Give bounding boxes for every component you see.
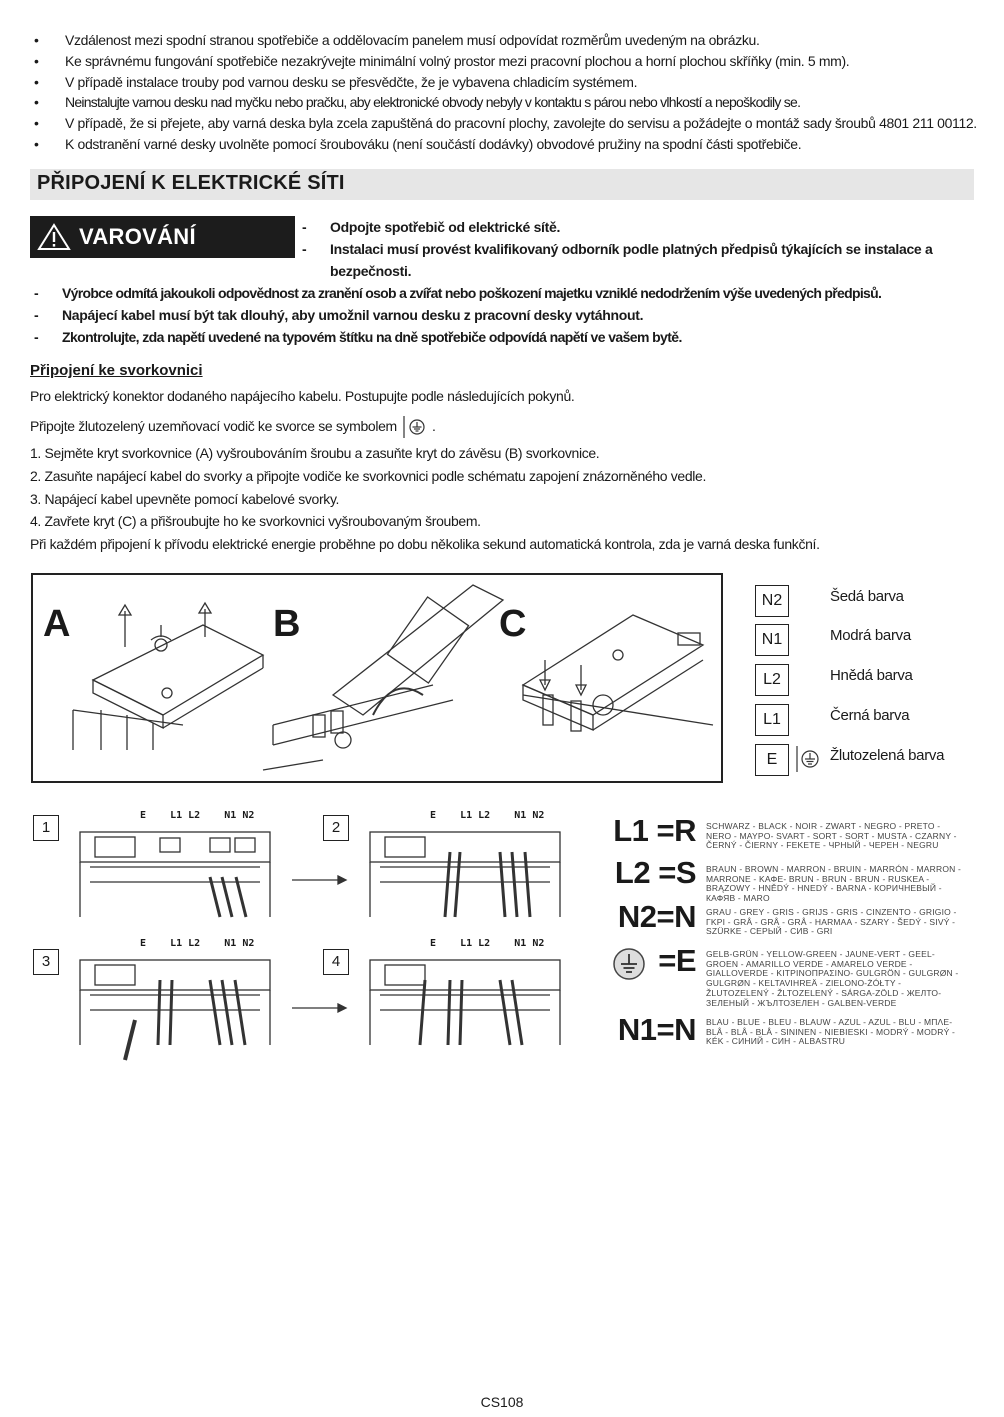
wiring-diagrams: [60, 822, 565, 1062]
list-item: - Výrobce odmítá jakoukoli odpovědnost za zranění osob a zvířat nebo poškození majetku vzniklé nedodržením výše uvedených předpisů.: [32, 282, 982, 304]
wire-color-desc: SCHWARZ - BLACK - NOIR - ZWART - NEGRO - PRETO - NERO - ΜΑΥΡΟ- SVART - SORT - SORT - MUSTA - CZARNY - ČERNÝ - ČIERNY - FEKETE - ЧРНЫЙ - ЧЕРЕН - NEGRU: [706, 821, 957, 851]
section-header: [30, 169, 974, 200]
wiring-step-number: 3: [33, 949, 59, 975]
page-number: CS108: [480, 1394, 524, 1410]
list-item: - Zkontrolujte, zda napětí uvedené na typovém štítku na dně spotřebiče odpovídá napětí ve vašem bytě.: [32, 326, 982, 348]
warning-label: VAROVÁNÍ: [79, 224, 196, 249]
section-title: PŘIPOJENÍ K ELEKTRICKÉ SÍTI: [37, 172, 345, 194]
figure-label-b: B: [273, 603, 301, 645]
wire-color-desc: BRAUN - BROWN - MARRON - BRUIN - MARRÓN - MARRON - MARRONE - ΚΑΦΕ- BRUN - BRUN - BRUN - RUSKEA - BRĄZOWY - HNĚDÝ - HNEDÝ - BARNA - КОРИЧНЕВЫЙ - КАФЯВ - MARO: [706, 864, 962, 904]
legend-code: E: [755, 744, 789, 776]
wire-code: =E: [658, 943, 696, 978]
legend-code: L2: [755, 664, 789, 696]
step-text: 2. Zasuňte napájecí kabel do svorky a připojte vodiče ke svorkovnici podle schématu zapojení znázorněného vedle.: [30, 468, 707, 484]
wire-code: L1 =R: [613, 813, 696, 848]
wiring-step-number: 2: [323, 815, 349, 841]
wiring-step-number: 4: [323, 949, 349, 975]
ground-symbol-icon: [795, 746, 821, 772]
list-item: • Vzdálenost mezi spodní stranou spotřebiče a oddělovacím panelem musí odpovídat rozměrům uvedeným na obrázku.: [32, 30, 982, 51]
list-item: - Odpojte spotřebič od elektrické sítě.: [300, 216, 970, 238]
wire-code: N2=N: [617, 899, 696, 934]
step-text: 1. Sejměte kryt svorkovnice (A) vyšroubováním šroubu a zasuňte kryt do závěsu (B) svorkovnice.: [30, 445, 600, 461]
legend-code: L1: [755, 704, 789, 736]
legend-color: Šedá barva: [830, 588, 904, 605]
figure-label-a: A: [43, 603, 71, 645]
list-item: • V případě, že si přejete, aby varná deska byla zcela zapuštěná do pracovní plochy, zavolejte do servisu a požádejte o montáž sady šroubů 4801 211 00112.: [32, 113, 982, 134]
figure-label-c: C: [499, 603, 527, 645]
list-item: - Napájecí kabel musí být tak dlouhý, aby umožnil varnou desku z pracovní desky vytáhnout.: [32, 304, 982, 326]
list-item: • Neinstalujte varnou desku nad myčku nebo pračku, aby elektronické obvody nebyly v kontaktu s párou nebo vlhkostí a nepoškodily se.: [32, 92, 982, 113]
step-text: 3. Napájecí kabel upevněte pomocí kabelové svorky.: [30, 491, 340, 507]
list-item: • V případě instalace trouby pod varnou desku se přesvědčte, že je vybavena chladicím systémem.: [32, 72, 982, 93]
closing-text: Při každém připojení k přívodu elektrické energie proběhne po dobu několika sekund automatická kontrola, zda je varná deska funkční.: [30, 536, 820, 552]
legend-code: N2: [755, 585, 789, 617]
legend-color: Modrá barva: [830, 627, 911, 644]
terminal-board-figure: [31, 573, 723, 783]
ground-symbol-icon: [402, 416, 428, 438]
wire-code: L2 =S: [614, 855, 696, 890]
terminal-labels: E L1 L2 N1 N2: [430, 810, 545, 821]
legend-color: Hnědá barva: [830, 667, 913, 684]
terminal-board-illustration: [33, 575, 721, 781]
warning-banner: [30, 216, 295, 258]
step-text: 4. Zavřete kryt (C) a přišroubujte ho ke svorkovnici vyšroubovaným šroubem.: [30, 513, 481, 529]
terminal-labels: E L1 L2 N1 N2: [140, 938, 255, 949]
legend-code: N1: [755, 624, 789, 656]
list-item: • Ke správnému fungování spotřebiče nezakrývejte minimální volný prostor mezi pracovní plochou a horní plochou skříňky (min. 5 mm).: [32, 51, 982, 72]
wire-color-desc: BLAU - BLUE - BLEU - BLAUW - AZUL - AZUL - BLU - ΜΠΛΕ- BLÅ - BLÅ - BLÅ - SININEN - NIEBIESKI - MODRÝ - MODRÝ - KÉK - СИНИЙ - СИН - ALBASTRU: [706, 1017, 956, 1047]
terminal-labels: E L1 L2 N1 N2: [140, 810, 255, 821]
ground-instruction: [30, 416, 436, 438]
warning-list-full: [32, 282, 982, 348]
terminal-labels: E L1 L2 N1 N2: [430, 938, 545, 949]
list-item: - Instalaci musí provést kvalifikovaný odborník podle platných předpisů týkajících se instalace a bezpečnosti.: [300, 238, 970, 282]
ground-text-end: .: [431, 418, 436, 434]
ground-text: Připojte žlutozelený uzemňovací vodič ke svorce se symbolem: [30, 418, 397, 434]
wire-code: N1=N: [617, 1012, 696, 1047]
legend-color: Černá barva: [830, 707, 910, 724]
subsection-title: Připojení ke svorkovnici: [30, 362, 203, 379]
warning-list-right: [300, 216, 970, 282]
warning-icon: [37, 223, 71, 251]
intro-text: Pro elektrický konektor dodaného napájecího kabelu. Postupujte podle následujících pokynů.: [30, 388, 575, 404]
wire-color-desc: GRAU - GREY - GRIS - GRIJS - GRIS - CINZENTO - GRIGIO - ΓΚΡΙ - GRÅ - GRÅ - GRÅ - HARMAA - SZARY - ŠEDÝ - SIVÝ - SZÜRKE - СЕРЫЙ - СИВ - GRI: [706, 907, 957, 937]
legend-color: Žlutozelená barva: [830, 747, 945, 764]
wiring-step-number: 1: [33, 815, 59, 841]
wire-color-desc: GELB-GRÜN - YELLOW-GREEN - JAUNE-VERT - GEEL-GROEN - AMARILLO VERDE - AMARELO VERDE - GIALLOVERDE - ΚΙΤΡΙΝΟΠΡΑΣΙΝΟ- GULGRÖN - GULGRØN - GULGRØN - KELTAVIHREÄ - ZIELONO-ŻÓŁTY - ŽLUTOZELENÝ - ŽLTOZELENÝ - SÁRGA-ZÖLD - ЖЕЛТО-ЗЕЛЕНЫЙ - ЖЪЛТОЗЕЛЕН - GALBEN-VERDE: [706, 949, 959, 1008]
installation-notes-list: [32, 30, 982, 155]
list-item: • K odstranění varné desky uvolněte pomocí šroubováku (není součástí dodávky) obvodové pružiny na spodní části spotřebiče.: [32, 134, 982, 155]
